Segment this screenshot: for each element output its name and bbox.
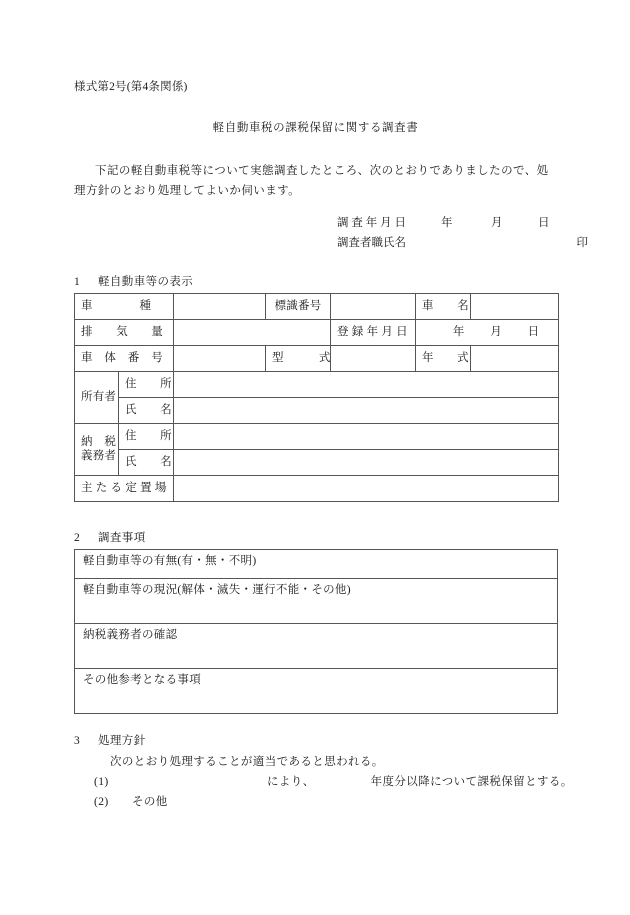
taxpayer-name-label: 氏 名 (119, 450, 174, 476)
vehicle-name-value[interactable] (471, 294, 559, 320)
section3-heading (74, 732, 146, 748)
table-row (75, 398, 559, 424)
table-row (75, 450, 559, 476)
table-row (75, 424, 559, 450)
vehicle-type-value[interactable] (174, 294, 266, 320)
taxpayer-label-line2: 義務者 (81, 449, 117, 462)
taxpayer-address-label: 住 所 (119, 424, 174, 450)
intro-paragraph (74, 161, 558, 201)
policy-item-2 (74, 792, 558, 812)
policy-item-1 (74, 772, 573, 792)
survey-date-row (337, 213, 588, 233)
model-value[interactable] (331, 346, 416, 372)
inspector-row (337, 233, 588, 253)
policy-lead-text: 次のとおり処理することが適当であると思われる。 (110, 756, 384, 768)
vehicle-type-label: 車 種 (75, 294, 174, 320)
main-location-label: 主 た る 定 置 場 (75, 476, 174, 502)
section2-title: 調査事項 (98, 532, 146, 544)
table-row (75, 320, 559, 346)
section3-number: 3 (74, 735, 81, 747)
section2-heading (74, 529, 146, 545)
survey-date-month-unit: 月 (491, 217, 503, 229)
table-row (75, 372, 559, 398)
survey-item-taxpayer-check[interactable]: 納税義務者の確認 (75, 624, 558, 669)
section1-title: 軽自動車等の表示 (98, 276, 194, 288)
plate-number-value[interactable] (331, 294, 416, 320)
table-row (75, 550, 558, 579)
survey-items-table (74, 549, 558, 714)
table-row (75, 579, 558, 624)
survey-meta-block (337, 213, 588, 253)
taxpayer-label (75, 424, 119, 476)
vehicle-name-label: 車 名 (416, 294, 471, 320)
owner-name-value[interactable] (174, 398, 559, 424)
owner-address-value[interactable] (174, 372, 559, 398)
survey-date-label: 調 査 年 月 日 (337, 217, 406, 229)
displacement-value[interactable] (174, 320, 331, 346)
policy-item-2-number: (2) (94, 796, 109, 808)
section1-number: 1 (74, 276, 81, 288)
section3-title: 処理方針 (98, 735, 146, 747)
owner-label: 所有者 (75, 372, 119, 424)
model-year-label: 年 式 (416, 346, 471, 372)
section2-number: 2 (74, 532, 81, 544)
page-title: 軽自動車税の課税保留に関する調査書 (212, 122, 419, 134)
intro-text: 下記の軽自動車税等について実態調査したところ、次のとおりでありましたので、処理方針のとおり処理してよいか伺います。 (74, 165, 549, 197)
seal-label: 印 (576, 237, 588, 249)
form-code: 様式第2号(第4条関係) (74, 81, 188, 93)
table-row (75, 624, 558, 669)
displacement-label: 排 気 量 (75, 320, 174, 346)
policy-item-1-tail: 年度分以降について課税保留とする。 (370, 776, 573, 788)
registration-date-units (422, 326, 552, 340)
plate-number-label: 標識番号 (266, 294, 331, 320)
policy-item-1-mid: により、 (267, 776, 315, 788)
owner-name-label: 氏 名 (119, 398, 174, 424)
registration-year-unit: 年 (452, 325, 465, 338)
survey-date-year-unit: 年 (441, 217, 453, 229)
table-row (75, 294, 559, 320)
registration-date-value[interactable] (416, 320, 559, 346)
taxpayer-label-line1: 納 税 (81, 435, 117, 448)
vehicle-info-table (74, 293, 559, 502)
model-year-value[interactable] (471, 346, 559, 372)
policy-item-2-text: その他 (132, 796, 168, 808)
body-number-label: 車 体 番 号 (75, 346, 174, 372)
survey-date-day-unit: 日 (538, 217, 550, 229)
table-row (75, 669, 558, 714)
section3-body (74, 752, 573, 812)
registration-date-label: 登 録 年 月 日 (331, 320, 416, 346)
taxpayer-name-value[interactable] (174, 450, 559, 476)
registration-day-unit: 日 (527, 325, 540, 338)
table-row (75, 346, 559, 372)
inspector-label: 調査者職氏名 (337, 237, 406, 249)
model-label: 型 式 (266, 346, 331, 372)
table-row (75, 476, 559, 502)
survey-item-condition[interactable]: 軽自動車等の現況(解体・滅失・運行不能・その他) (75, 579, 558, 624)
body-number-value[interactable] (174, 346, 266, 372)
section1-heading (74, 273, 193, 289)
survey-item-existence[interactable]: 軽自動車等の有無(有・無・不明) (75, 550, 558, 579)
owner-address-label: 住 所 (119, 372, 174, 398)
registration-month-unit: 月 (490, 325, 502, 338)
policy-item-1-number: (1) (94, 776, 109, 788)
taxpayer-address-value[interactable] (174, 424, 559, 450)
main-location-value[interactable] (174, 476, 559, 502)
survey-item-other-notes[interactable]: その他参考となる事項 (75, 669, 558, 714)
